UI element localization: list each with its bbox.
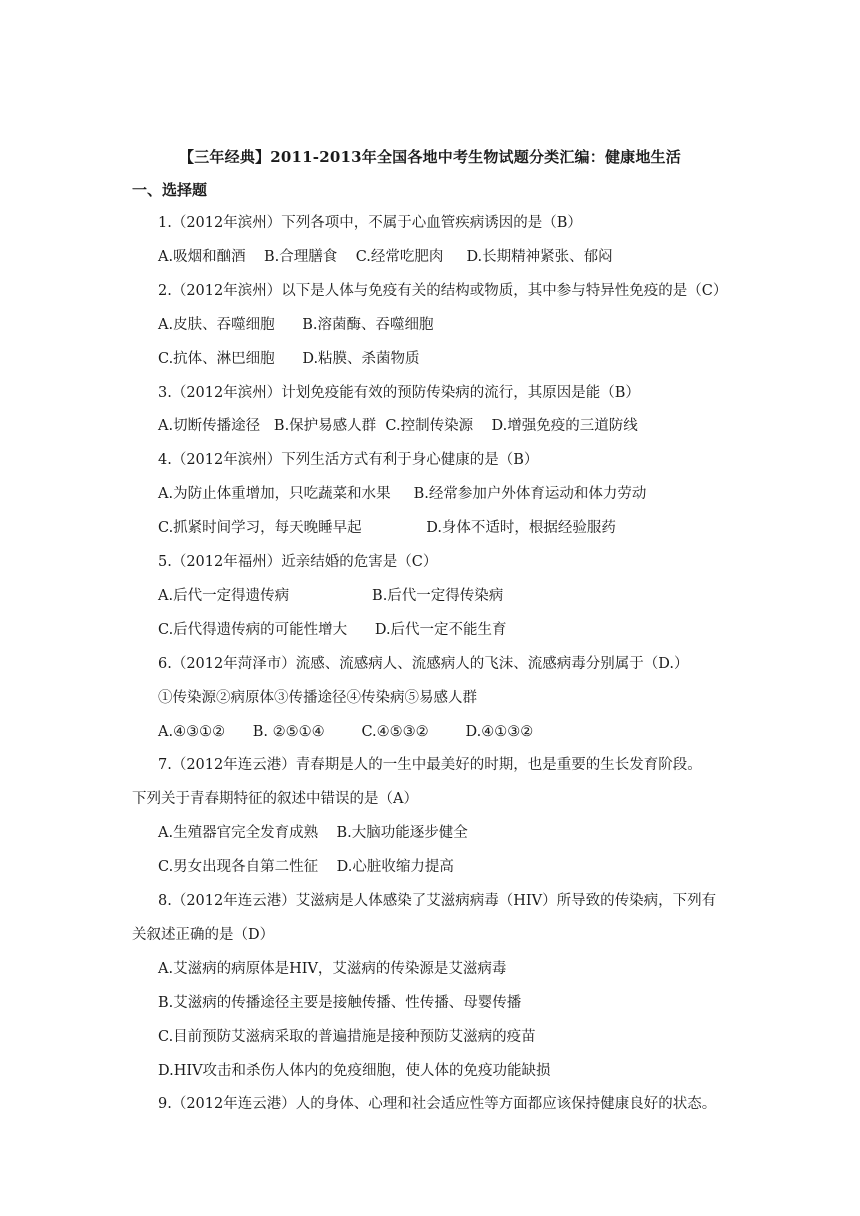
question-stem: 9.（2012年连云港）人的身体、心理和社会适应性等方面都应该保持健康良好的状态。 (158, 1096, 717, 1113)
question-stem: 7.（2012年连云港）青春期是人的一生中最美好的时期，也是重要的生长发育阶段。 (158, 757, 702, 774)
question-stem: 6.（2012年菏泽市）流感、流感病人、流感病人的飞沫、流感病毒分别属于（D.） (158, 655, 689, 672)
answer-options: A.④③①② B. ②⑤①④ C.④⑤③② D.④①③② (158, 723, 534, 740)
answer-options: C.后代得遗传病的可能性增大 D.后代一定不能生育 (158, 621, 507, 638)
answer-options: C.抓紧时间学习，每天晚睡早起 D.身体不适时，根据经验服药 (158, 520, 616, 537)
answer-options: A.切断传播途径 B.保护易感人群 C.控制传染源 D.增强免疫的三道防线 (158, 418, 638, 435)
question-stem: 1.（2012年滨州）下列各项中，不属于心血管疾病诱因的是（B） (158, 215, 582, 231)
answer-options: B.艾滋病的传播途径主要是接触传播、性传播、母婴传播 (158, 994, 522, 1011)
question-stem: 2.（2012年滨州）以下是人体与免疫有关的结构或物质，其中参与特异性免疫的是（C） (158, 282, 728, 299)
answer-options: C.目前预防艾滋病采取的普遍措施是接种预防艾滋病的疫苗 (158, 1028, 536, 1045)
answer-options: C.男女出现各自第二性征 D.心脏收缩力提高 (158, 859, 454, 876)
answer-options: A.生殖器官完全发育成熟 B.大脑功能逐步健全 (158, 825, 468, 842)
question-stem: 4.（2012年滨州）下列生活方式有利于身心健康的是（B） (158, 452, 539, 469)
answer-options: A.艾滋病的病原体是HIV，艾滋病的传染源是艾滋病毒 (158, 960, 507, 977)
answer-options: C.抗体、淋巴细胞 D.粘膜、杀菌物质 (158, 350, 420, 367)
answer-options: A.后代一定得遗传病 B.后代一定得传染病 (158, 587, 504, 604)
answer-options: A.吸烟和酗酒 B.合理膳食 C.经常吃肥肉 D.长期精神紧张、郁闷 (158, 248, 613, 265)
question-continuation: 关叙述正确的是（D） (132, 926, 275, 943)
section-heading: 一、选择题 (132, 181, 208, 199)
answer-options: A.为防止体重增加，只吃蔬菜和水果 B.经常参加户外体育运动和体力劳动 (158, 486, 647, 503)
question-stem: 3.（2012年滨州）计划免疫能有效的预防传染病的流行，其原因是能（B） (158, 384, 640, 401)
answer-options: A.皮肤、吞噬细胞 B.溶菌酶、吞噬细胞 (158, 316, 434, 333)
answer-options: ①传染源②病原体③传播途径④传染病⑤易感人群 (158, 689, 477, 706)
document-title: 【三年经典】2011-2013年全国各地中考生物试题分类汇编：健康地生活 (179, 148, 681, 166)
answer-options: D.HIV攻击和杀伤人体内的免疫细胞，使人体的免疫功能缺损 (158, 1062, 551, 1079)
question-stem: 5.（2012年福州）近亲结婚的危害是（C） (158, 554, 438, 570)
question-continuation: 下列关于青春期特征的叙述中错误的是（A） (132, 791, 418, 808)
question-stem: 8.（2012年连云港）艾滋病是人体感染了艾滋病病毒（HIV）所导致的传染病，下列有 (158, 893, 717, 909)
